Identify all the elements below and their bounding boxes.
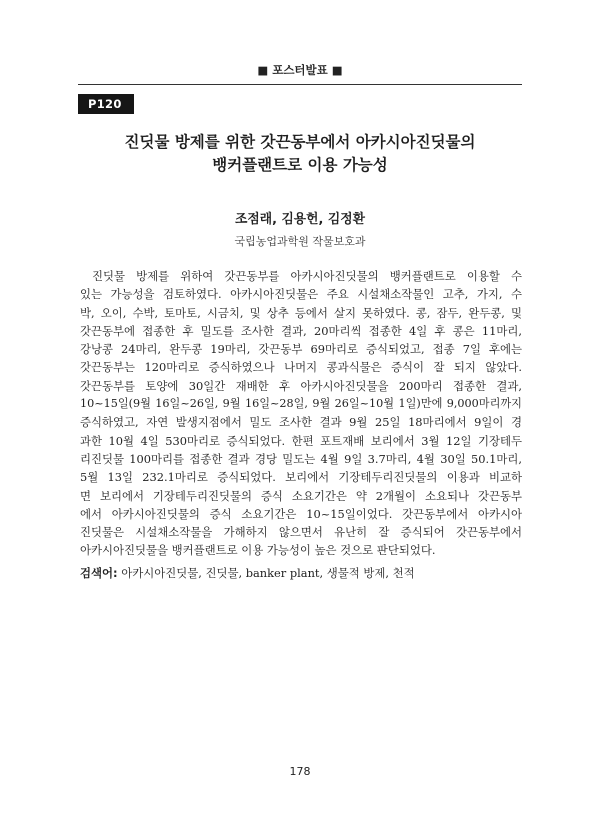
header-divider	[78, 84, 522, 85]
keywords-label: 검색어:	[80, 566, 118, 580]
abstract-line: 갓끈동부는 120마리로 증식하였으나 나머지 콩과식물은 증식이 잘 되지 않았다.	[80, 360, 522, 375]
section-header: ■ 포스터발표 ■	[257, 63, 343, 77]
poster-id-badge: P120	[78, 94, 134, 114]
keywords	[80, 565, 522, 581]
abstract-line: 과한 10월 4일 530마리로 증식되었다. 한편 포트재배 보리에서 3월 12일 기장테두	[80, 433, 522, 448]
keywords-text: 아카시아진딧물, 진딧물, banker plant, 생물적 방제, 천적	[121, 566, 415, 580]
authors: 조점래, 김용헌, 김정환	[235, 212, 365, 227]
abstract-line: 갓끈동부에 접종한 후 밀도를 조사한 결과, 20마리씩 접종한 4일 후 콩은 11마리,	[80, 323, 522, 338]
abstract	[80, 267, 522, 560]
paper-title	[60, 131, 540, 177]
abstract-line: 아카시아진딧물을 뱅커플랜트로 이용 가능성이 높은 것으로 판단되었다.	[80, 543, 436, 558]
abstract-line: 있는 가능성을 검토하였다. 아카시아진딧물은 주요 시설채소작물인 고추, 가지, 수	[80, 287, 522, 302]
abstract-line: 에서 아카시아진딧물의 증식 소요기간은 10~15일이었다. 갓끈동부에서 아카시아	[80, 506, 522, 521]
abstract-line: 10~15일(9월 16일~26일, 9월 16일~28일, 9월 26일~10월 1일)만에 9,000마리까지	[80, 397, 522, 411]
affiliation: 국립농업과학원 작물보호과	[234, 235, 366, 248]
abstract-line: 박, 오이, 수박, 토마토, 시금치, 및 상추 등에서 살지 못하였다. 콩, 잠두, 완두콩, 및	[80, 305, 522, 320]
abstract-line: 면 보리에서 기장테두리진딧물의 증식 소요기간은 약 2개월이 소요되나 갓끈동부	[80, 488, 522, 503]
abstract-line: 강낭콩 24마리, 완두콩 19마리, 갓끈동부 69마리로 증식되었고, 접종 7일 후에는	[80, 342, 522, 357]
title-line-2: 뱅커플랜트로 이용 가능성	[212, 156, 388, 174]
abstract-line: 진딧물 방제를 위하여 갓끈동부를 아카시아진딧물의 뱅커플랜트로 이용할 수	[92, 269, 522, 283]
title-line-1: 진딧물 방제를 위한 갓끈동부에서 아카시아진딧물의	[124, 133, 476, 151]
abstract-line: 진딧물은 시설채소작물을 가해하지 않으면서 유난히 잘 증식되어 갓끈동부에서	[80, 525, 522, 540]
abstract-line: 리진딧물 100마리를 접종한 결과 경당 밀도는 4월 9일 3.7마리, 4월 30일 50.1마리,	[80, 451, 522, 466]
abstract-line: 갓끈동부를 토양에 30일간 재배한 후 아카시아진딧물을 200마리 접종한 결과,	[80, 378, 522, 393]
abstract-line: 5월 13일 232.1마리로 증식되었다. 보리에서 기장테두리진딧물의 이용과 비교하	[80, 470, 522, 485]
page-number: 178	[289, 765, 311, 778]
abstract-line: 증식하였고, 자연 발생지점에서 밀도 조사한 결과 9월 25일 18마리에서 9일이 경	[80, 415, 522, 430]
